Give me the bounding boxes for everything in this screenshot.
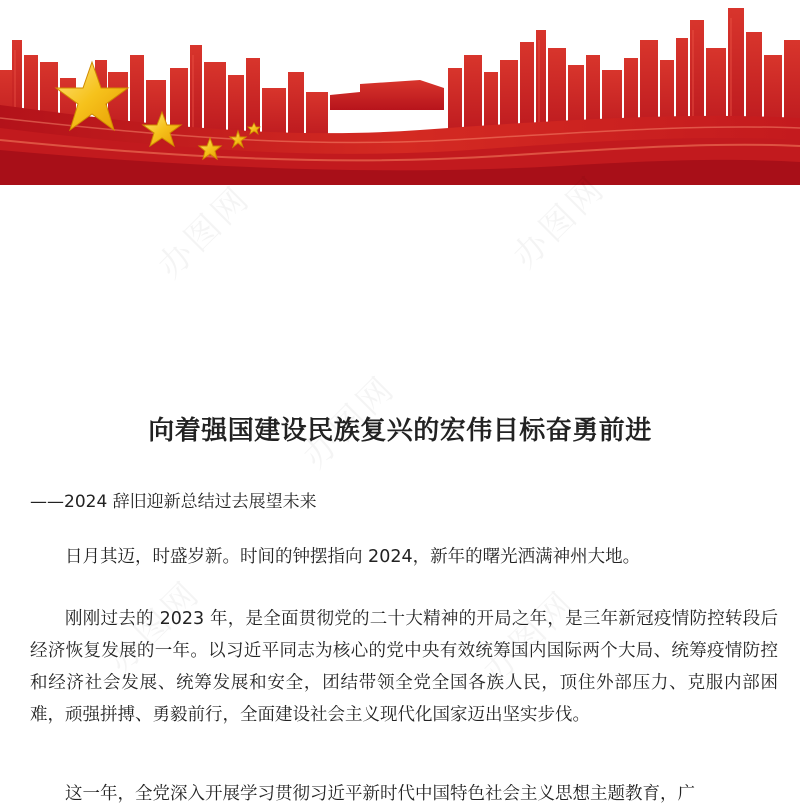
document-title: 向着强国建设民族复兴的宏伟目标奋勇前进 [148,416,652,446]
document-subtitle: ——2024 辞旧迎新总结过去展望未来 [30,492,317,512]
city-skyline-banner [0,0,800,185]
header-banner [0,0,800,185]
paragraph-1: 日月其迈，时盛岁新。时间的钟摆指向 2024，新年的曙光洒满神州大地。 [65,547,641,567]
paragraph-3: 这一年，全党深入开展学习贯彻习近平新时代中国特色社会主义思想主题教育，广 [65,784,695,804]
watermark [144,172,259,287]
paragraph-2: 刚刚过去的 2023 年，是全面贯彻党的二十大精神的开局之年，是三年新冠疫情防控转段后经济恢复发展的一年。以习近平同志为核心的党中央有效统筹国内国际两个大局、统筹疫情防控和经济社会发展、统筹发展和安全，团结带领全党全国各族人民，顶住外部压力、克服内部困难，顽强拼搏、勇毅前行，全面建设社会主义现代化国家迈出坚实步伐。 [30,609,778,725]
